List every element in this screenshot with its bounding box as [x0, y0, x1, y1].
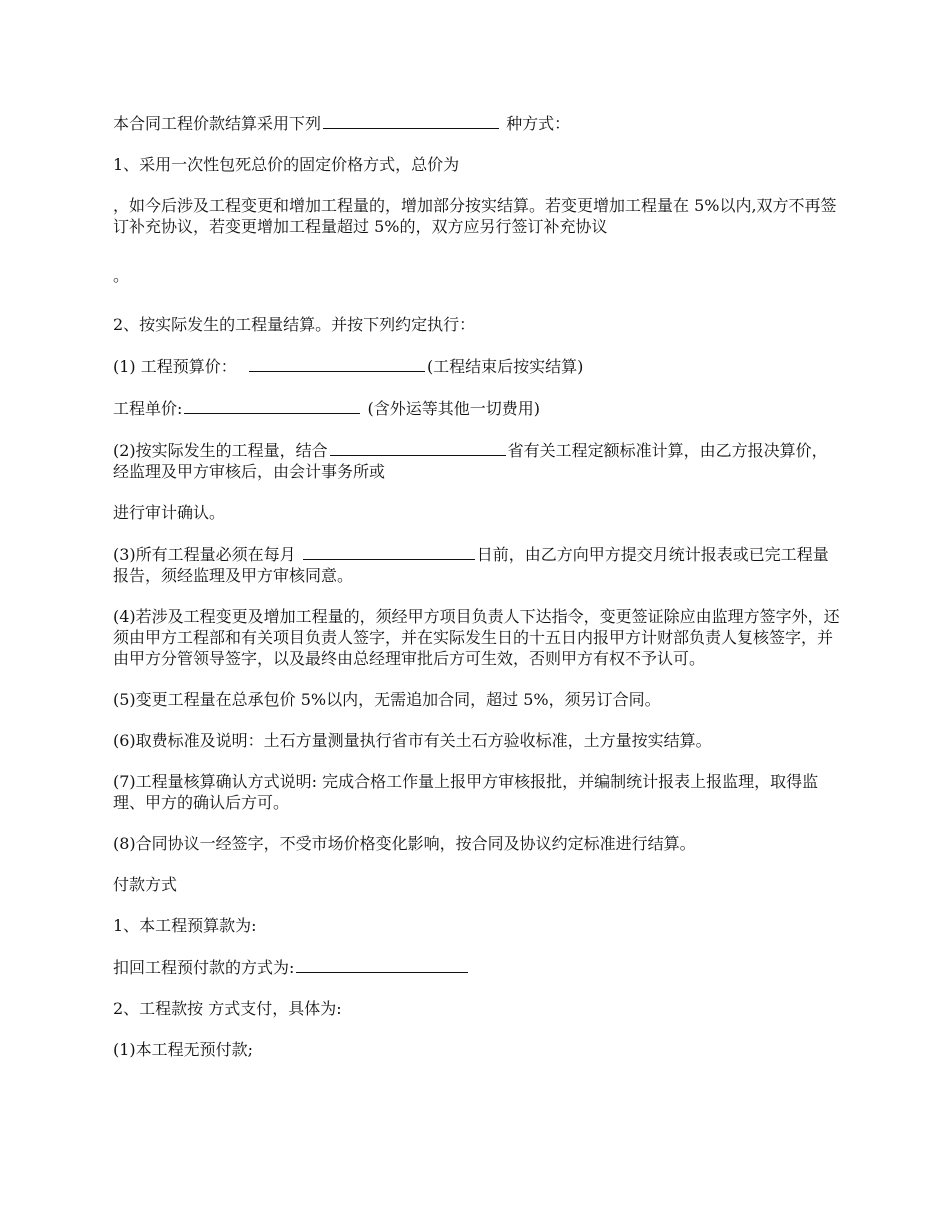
blank-field[interactable] — [296, 956, 468, 973]
text: 省有关工程定额标准计算，由乙方报决算价，经监理及甲方审核后，由会计事务所或 — [113, 441, 828, 481]
text: (工程结束后按实结算) — [426, 357, 584, 376]
advance-deduction-line — [113, 956, 843, 978]
text: 工程单价: — [113, 399, 183, 418]
clause-2-5: (5)变更工程量在总承包价 5%以内，无需追加合同，超过 5%，须另订合同。 — [113, 690, 661, 709]
clause-2-actual-quantity: 2、按实际发生的工程量结算。并按下列约定执行： — [113, 315, 476, 334]
text: (2)按实际发生的工程量，结合 — [113, 441, 328, 460]
text: 扣回工程预付款的方式为: — [113, 958, 295, 977]
blank-field[interactable] — [303, 543, 475, 560]
audit-confirm-line: 进行审计确认。 — [113, 503, 226, 522]
clause-1-fixed-price: 1、采用一次性包死总价的固定价格方式，总价为 — [113, 155, 460, 174]
blank-field[interactable] — [184, 397, 360, 414]
text: 种方式： — [501, 114, 571, 133]
payment-method-heading: 付款方式 — [113, 875, 178, 894]
settlement-method-line — [113, 112, 843, 134]
document-page — [113, 112, 843, 1080]
clause-2-8: (8)合同协议一经签字，不受市场价格变化影响，按合同及协议约定标准进行结算。 — [113, 834, 696, 853]
clause-1-detail: ，如今后涉及工程变更和增加工程量的，增加部分按实结算。若变更增加工程量在 5%以内,双方不再签订补充协议，若变更增加工程量超过 5%的，双方应另行签订补充协议 — [113, 196, 837, 236]
blank-field[interactable] — [330, 439, 506, 456]
payment-clause-1: 1、本工程预算款为: — [113, 916, 257, 935]
text: 本合同工程价款结算采用下列 — [113, 114, 322, 133]
clause-2-2 — [113, 439, 843, 482]
clause-1-end-mark: 。 — [113, 266, 130, 285]
unit-price-line — [113, 397, 843, 419]
clause-2-6: (6)取费标准及说明：土石方量测量执行省市有关土石方验收标准，土方量按实结算。 — [113, 731, 712, 750]
text: (含外运等其他一切费用) — [362, 399, 540, 418]
blank-field[interactable] — [249, 355, 425, 372]
text: 日前，由乙方向甲方提交月统计报表或已完工程量报告，须经监理及甲方审核同意。 — [113, 545, 829, 585]
clause-2-4: (4)若涉及工程变更及增加工程量的，须经甲方项目负责人下达指令，变更签证除应由监理方签字外，还须由甲方工程部和有关项目负责人签字，并在实际发生日的十五日内报甲方计财部负责人复核签字，并由甲方分管领导签字，以及最终由总经理审批后方可生效，否则甲方有权不予认可。 — [113, 607, 840, 668]
text: (1) 工程预算价： — [113, 357, 247, 376]
payment-clause-2: 2、工程款按 方式支付，具体为: — [113, 999, 342, 1018]
clause-2-3 — [113, 543, 843, 586]
budget-price-line — [113, 355, 843, 377]
blank-field[interactable] — [323, 112, 499, 129]
payment-clause-2-1: (1)本工程无预付款; — [113, 1040, 254, 1059]
clause-2-7: (7)工程量核算确认方式说明: 完成合格工作量上报甲方审核报批，并编制统计报表上报监理，取得监理、甲方的确认后方可。 — [113, 772, 819, 812]
text: (3)所有工程量必须在每月 — [113, 545, 301, 564]
